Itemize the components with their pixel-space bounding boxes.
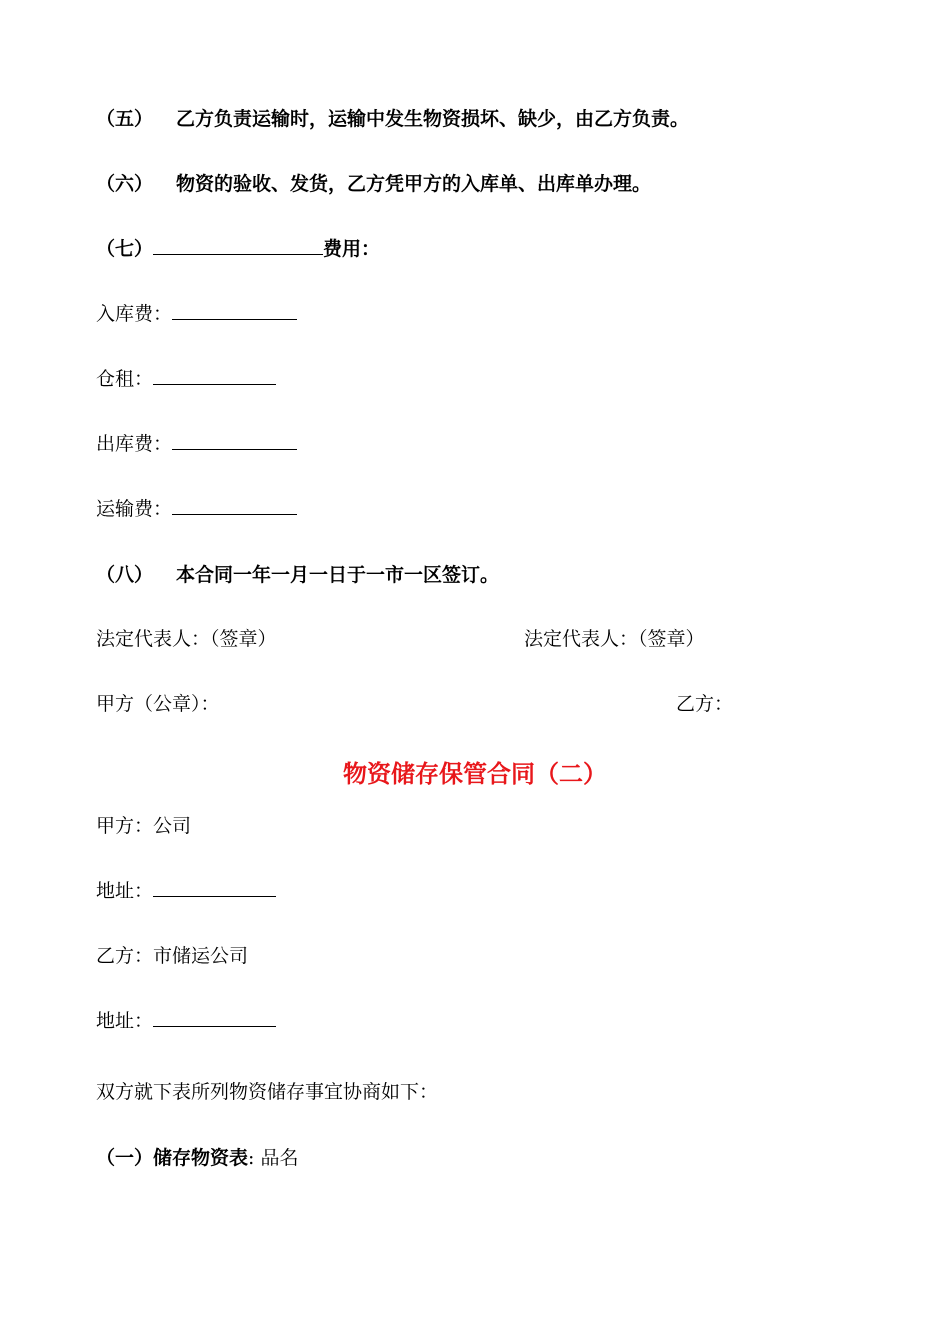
right-legal-rep: 法定代表人：（签章） <box>524 628 705 650</box>
fee-storage-in <box>96 301 297 327</box>
fill-blank[interactable] <box>153 1008 276 1027</box>
address-a <box>96 878 276 904</box>
clause-8 <box>96 562 499 588</box>
fee-rent <box>96 366 276 392</box>
section-heading: （一）储存物资表 <box>96 1147 249 1169</box>
fee-label: 入库费： <box>96 303 173 325</box>
section-1 <box>96 1145 298 1171</box>
fee-storage-out <box>96 431 297 457</box>
fee-label: 仓租： <box>96 368 154 390</box>
fee-label: 出库费： <box>96 433 173 455</box>
party-a: 甲方：公司 <box>96 815 192 837</box>
clause-6 <box>96 171 651 197</box>
clause-text: 本合同一年一月一日于一市一区签订。 <box>176 564 500 586</box>
section-text: : 品名 <box>248 1147 299 1169</box>
clause-text: 费用： <box>323 238 381 260</box>
clause-7 <box>96 236 380 262</box>
clause-number: （六） <box>96 173 154 195</box>
clause-number: （八） <box>96 564 154 586</box>
clause-number: （七） <box>96 238 154 260</box>
intro-text: 双方就下表所列物资储存事宜协商如下： <box>96 1081 439 1103</box>
party-a-seal: 甲方（公章）： <box>96 693 220 715</box>
clause-text: 乙方负责运输时，运输中发生物资损坏、缺少，由乙方负责。 <box>176 108 690 130</box>
clause-number: （五） <box>96 108 154 130</box>
fill-blank[interactable] <box>153 236 323 255</box>
address-label: 地址： <box>96 1010 154 1032</box>
contract-title: 物资储存保管合同（二） <box>343 760 607 788</box>
fill-blank[interactable] <box>153 878 276 897</box>
left-legal-rep: 法定代表人：（签章） <box>96 628 277 650</box>
fill-blank[interactable] <box>172 431 297 450</box>
party-b: 乙方：市储运公司 <box>96 945 249 967</box>
fee-label: 运输费： <box>96 498 173 520</box>
fill-blank[interactable] <box>172 496 297 515</box>
address-b <box>96 1008 276 1034</box>
fee-transport <box>96 496 297 522</box>
fill-blank[interactable] <box>172 301 297 320</box>
clause-text: 物资的验收、发货，乙方凭甲方的入库单、出库单办理。 <box>176 173 652 195</box>
clause-5 <box>96 106 689 132</box>
party-b-label: 乙方： <box>676 693 734 715</box>
fill-blank[interactable] <box>153 366 276 385</box>
address-label: 地址： <box>96 880 154 902</box>
